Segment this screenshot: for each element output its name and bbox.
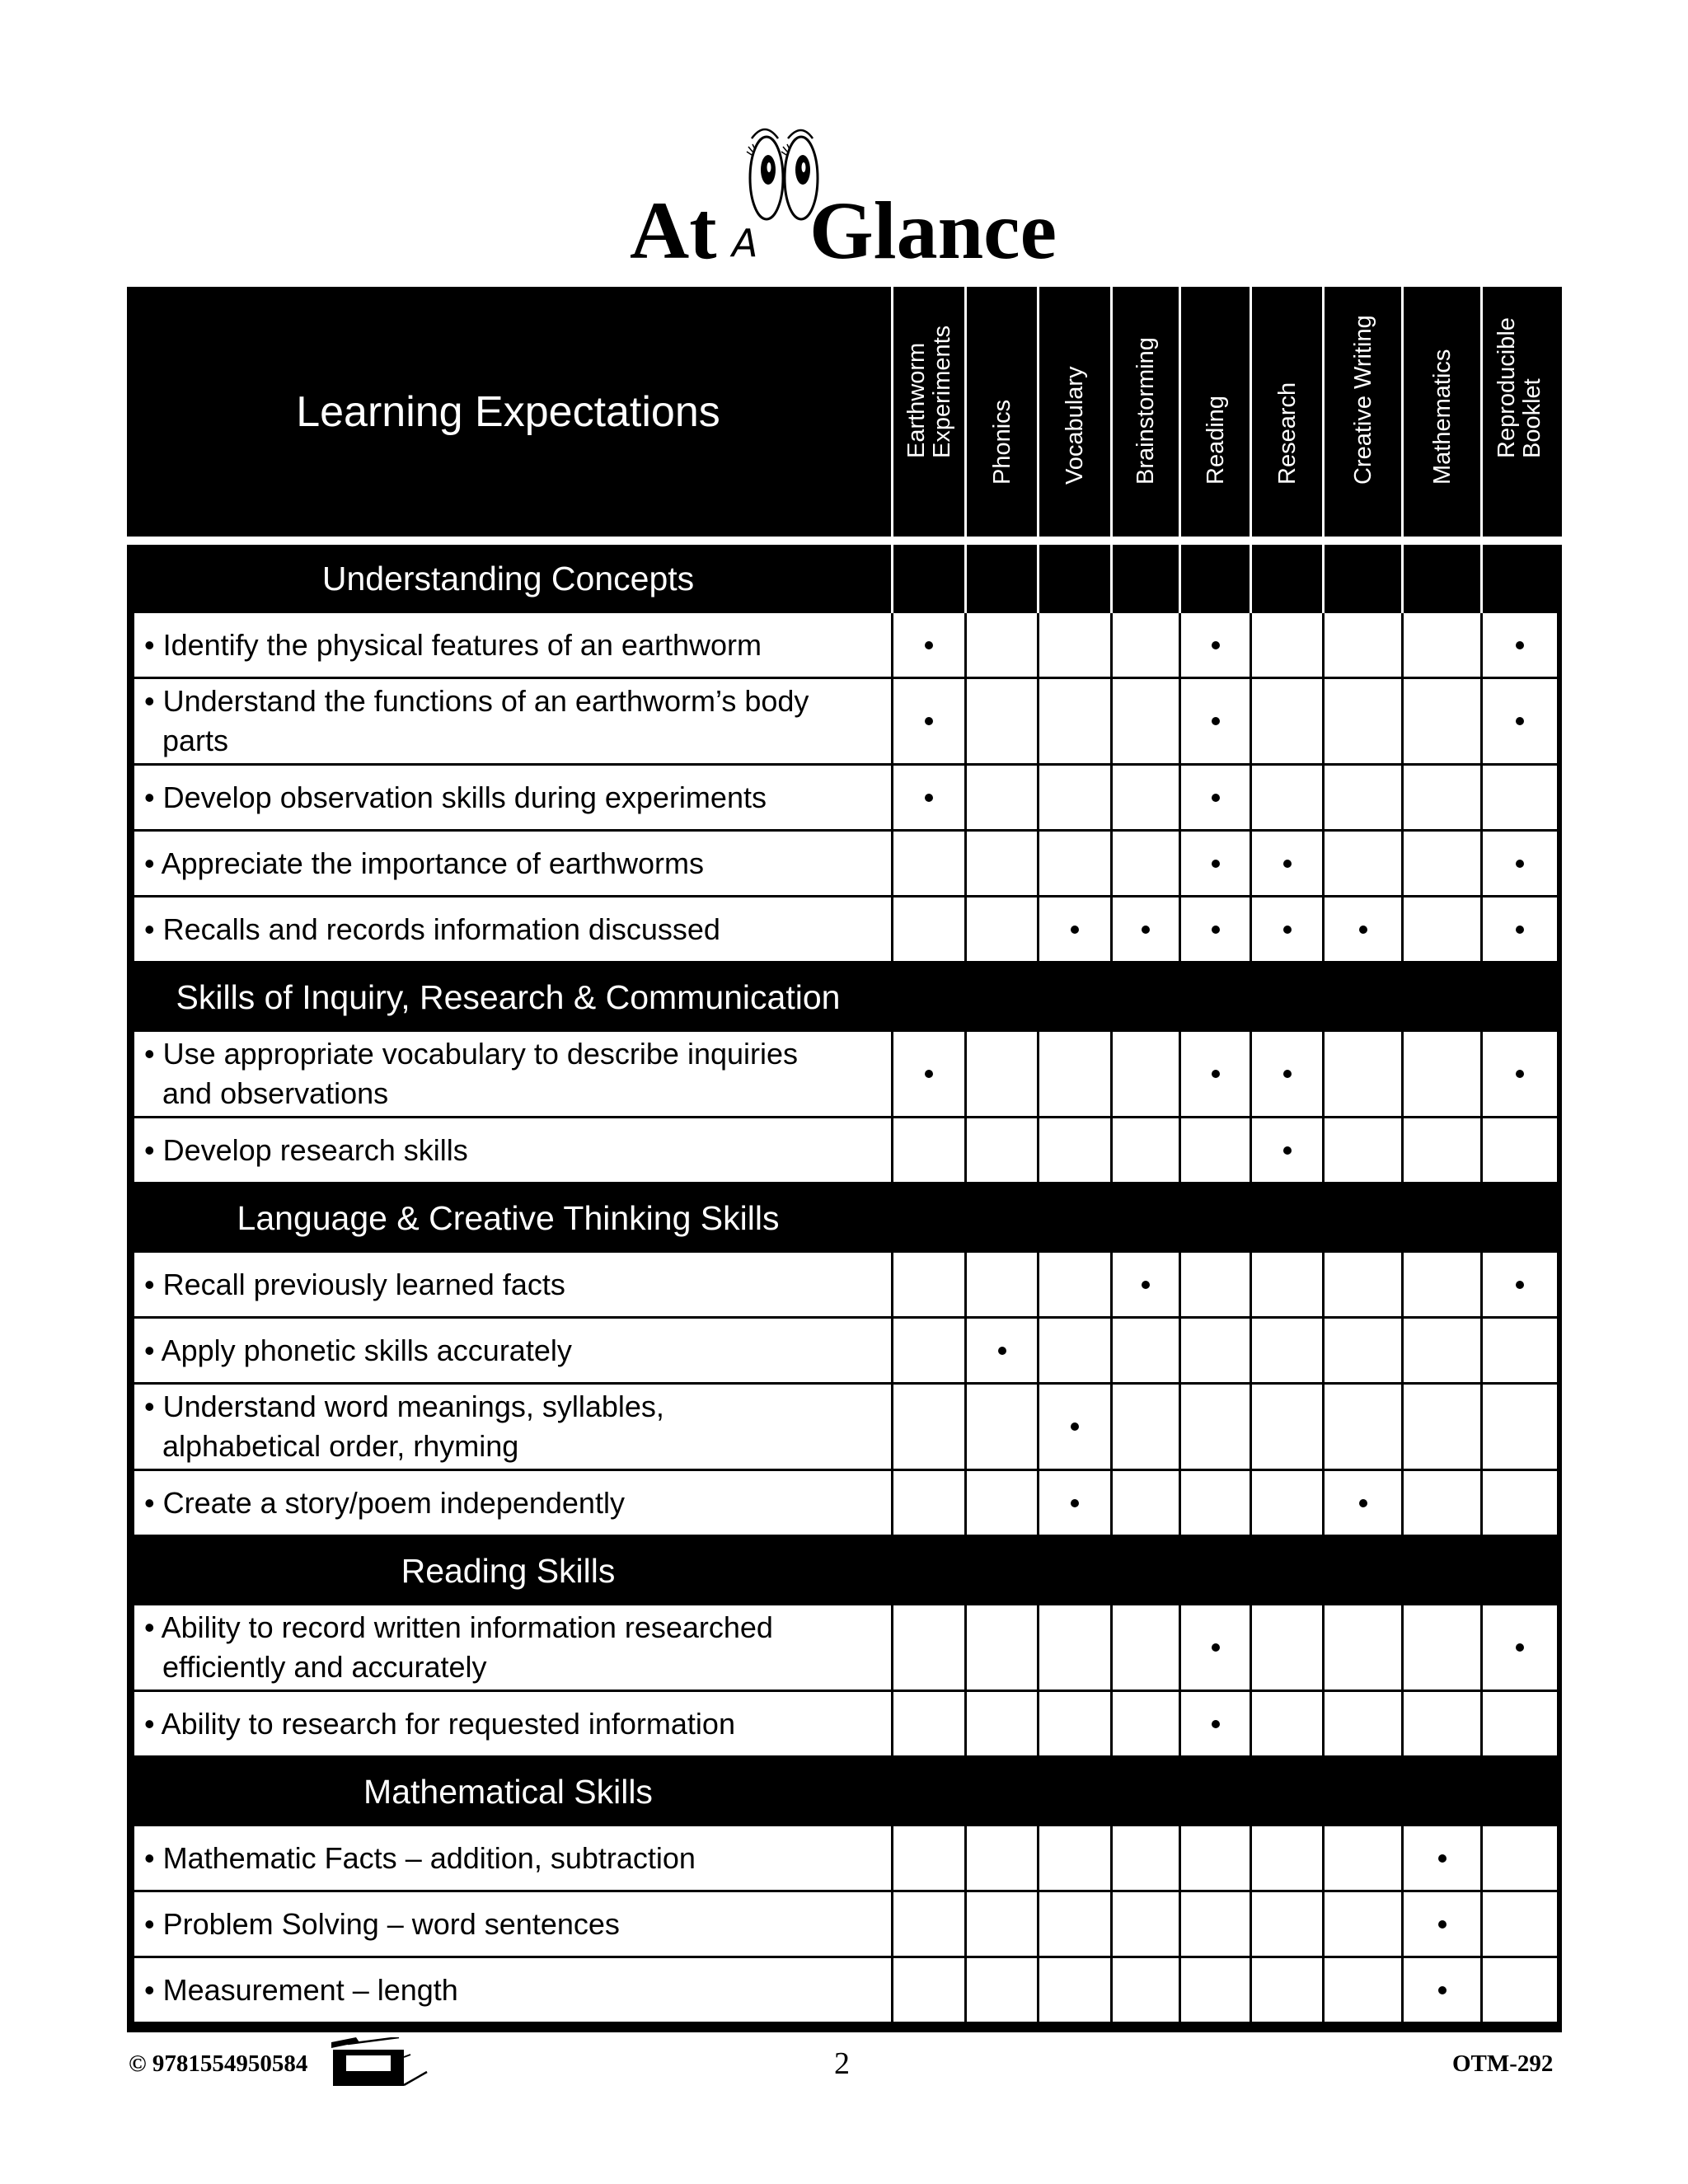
expectation-text: • Recalls and records information discussed (144, 912, 720, 946)
check-cell (1037, 1319, 1110, 1382)
check-cell (1250, 832, 1322, 895)
check-cell (1110, 613, 1179, 677)
check-cell (1401, 613, 1480, 677)
check-cell (1110, 679, 1179, 763)
section-header (127, 1758, 1562, 1826)
bullet-mark-icon (1071, 1499, 1079, 1507)
check-cell (1250, 1118, 1322, 1182)
check-cell (1250, 613, 1322, 677)
check-cell (1480, 1385, 1556, 1469)
check-cell (1179, 1471, 1250, 1535)
check-cell (1322, 1958, 1401, 2022)
check-cell (1179, 1253, 1250, 1316)
page-number: 2 (834, 2046, 850, 2081)
check-cell (1480, 1253, 1556, 1316)
check-cell (1401, 679, 1480, 763)
check-cell (1401, 1118, 1480, 1182)
table-row (134, 1826, 1557, 1892)
table-row (134, 1471, 1557, 1537)
check-cell (964, 613, 1037, 677)
check-cell (1401, 1253, 1480, 1316)
check-cell (1401, 898, 1480, 961)
bullet-mark-icon (1516, 1281, 1524, 1289)
expectation-text: • Develop observation skills during experiments (144, 780, 767, 814)
column-header (1401, 287, 1481, 537)
product-code: OTM-292 (1452, 2050, 1554, 2077)
section-title: Language & Creative Thinking Skills (237, 1199, 780, 1237)
check-cell (1480, 898, 1556, 961)
check-cell (1037, 1605, 1110, 1690)
check-cell (1037, 1892, 1110, 1956)
check-cell (1322, 1032, 1401, 1116)
section-column-divider (1037, 545, 1110, 613)
section-column-divider (1250, 545, 1322, 613)
column-header-label (1062, 366, 1088, 485)
section-column-divider (1480, 545, 1556, 613)
bullet-mark-icon (1283, 1070, 1292, 1078)
expectation-text: • Understand the functions of an earthworm’s body parts (144, 684, 809, 757)
check-cell (1480, 1958, 1556, 2022)
table-row (134, 1032, 1557, 1118)
check-cell (1037, 679, 1110, 763)
check-cell (1250, 1892, 1322, 1956)
check-cell (891, 1032, 964, 1116)
check-cell (1110, 1892, 1179, 1956)
section-column-divider (1179, 545, 1250, 613)
check-cell (1480, 1032, 1556, 1116)
bullet-mark-icon (1212, 1720, 1220, 1728)
check-cell (1037, 832, 1110, 895)
title-glance: Glance (809, 185, 1057, 276)
table-row (134, 1958, 1557, 2024)
check-cell (1401, 832, 1480, 895)
check-cell (1037, 1032, 1110, 1116)
check-cell (1322, 898, 1401, 961)
check-cell (1401, 1032, 1480, 1116)
table-row (134, 1605, 1557, 1692)
check-cell (1179, 1319, 1250, 1382)
section-title: Reading Skills (401, 1552, 616, 1590)
check-cell (1322, 679, 1401, 763)
check-cell (1037, 1253, 1110, 1316)
bullet-mark-icon (1212, 926, 1220, 934)
bullet-mark-icon (1516, 1070, 1524, 1078)
expectation-text: • Problem Solving – word sentences (144, 1906, 620, 1941)
column-header (1037, 287, 1111, 537)
check-cell (1401, 766, 1480, 829)
check-cell (1322, 1319, 1401, 1382)
page-title (626, 115, 1063, 276)
column-header (1322, 287, 1402, 537)
column-label-line: Creative Writing (1349, 314, 1376, 485)
expectation-label (144, 1892, 886, 1956)
table-row (134, 1385, 1557, 1471)
expectation-label (144, 832, 886, 895)
table-row (134, 832, 1557, 898)
check-cell (1110, 1032, 1179, 1116)
check-cell (1250, 766, 1322, 829)
check-cell (1250, 1471, 1322, 1535)
check-cell (1179, 613, 1250, 677)
bullet-mark-icon (1212, 641, 1220, 649)
bullet-mark-icon (1438, 1920, 1447, 1929)
check-cell (1110, 1253, 1179, 1316)
check-cell (1250, 1385, 1322, 1469)
bullet-mark-icon (1359, 1499, 1367, 1507)
expectation-label (144, 1471, 886, 1535)
bullet-mark-icon (1516, 860, 1524, 868)
bullet-mark-icon (1071, 926, 1079, 934)
column-label-line: Booklet (1519, 378, 1546, 459)
check-cell (1401, 1958, 1480, 2022)
check-cell (891, 1892, 964, 1956)
check-cell (891, 1118, 964, 1182)
check-cell (891, 1253, 964, 1316)
check-cell (1250, 1032, 1322, 1116)
check-cell (1110, 1605, 1179, 1690)
check-cell (1480, 679, 1556, 763)
check-cell (1110, 1385, 1179, 1469)
check-cell (1250, 1605, 1322, 1690)
table-row (134, 613, 1557, 679)
table-row (134, 1892, 1557, 1958)
section-column-divider (1322, 545, 1401, 613)
expectation-label (144, 679, 886, 763)
expectation-label (144, 1605, 886, 1690)
column-header (891, 287, 965, 537)
check-cell (891, 898, 964, 961)
section-column-divider (1110, 545, 1179, 613)
check-cell (1322, 1826, 1401, 1890)
column-label-line: Reading (1202, 395, 1229, 485)
check-cell (964, 1319, 1037, 1382)
bullet-mark-icon (1516, 641, 1524, 649)
check-cell (1322, 1385, 1401, 1469)
expectation-label (144, 1826, 886, 1890)
expectation-text: • Recall previously learned facts (144, 1267, 565, 1301)
column-label-line: Research (1273, 382, 1301, 485)
expectation-label (144, 1958, 886, 2022)
bullet-mark-icon (1071, 1422, 1079, 1431)
photocopier-icon (331, 2037, 429, 2087)
bullet-mark-icon (1142, 1281, 1150, 1289)
expectation-text: • Apply phonetic skills accurately (144, 1333, 572, 1367)
check-cell (1037, 1826, 1110, 1890)
check-cell (1110, 1319, 1179, 1382)
check-cell (1322, 1253, 1401, 1316)
check-cell (1480, 1692, 1556, 1755)
table-row (134, 898, 1557, 963)
check-cell (1110, 1826, 1179, 1890)
check-cell (1250, 1826, 1322, 1890)
check-cell (964, 898, 1037, 961)
column-header-label (1351, 315, 1376, 485)
check-cell (1401, 1385, 1480, 1469)
expectation-label (144, 1692, 886, 1755)
check-cell (964, 832, 1037, 895)
expectation-text: • Appreciate the importance of earthworms (144, 846, 704, 880)
expectation-label (144, 898, 886, 961)
check-cell (1037, 766, 1110, 829)
expectation-text: • Ability to record written information researched efficiently and accurately (144, 1610, 773, 1684)
check-cell (964, 679, 1037, 763)
check-cell (1179, 1032, 1250, 1116)
check-cell (1250, 1253, 1322, 1316)
check-cell (1110, 1692, 1179, 1755)
check-cell (1037, 1385, 1110, 1469)
column-header-label (1203, 396, 1229, 485)
check-cell (1179, 766, 1250, 829)
title-at: At (630, 185, 717, 276)
check-cell (1322, 1471, 1401, 1535)
check-cell (1110, 766, 1179, 829)
expectation-label (144, 1319, 886, 1382)
check-cell (1037, 1958, 1110, 2022)
column-header (1179, 287, 1250, 537)
check-cell (964, 1471, 1037, 1535)
expectation-label (144, 1118, 886, 1182)
header-divider (127, 537, 1562, 545)
section-title: Skills of Inquiry, Research & Communication (176, 978, 841, 1016)
table-row (134, 1319, 1557, 1385)
column-label-line: Earthworm (903, 343, 930, 459)
check-cell (1322, 1118, 1401, 1182)
column-header-label (904, 326, 956, 458)
bullet-mark-icon (925, 641, 933, 649)
check-cell (964, 1253, 1037, 1316)
check-cell (1179, 1826, 1250, 1890)
check-cell (1401, 1605, 1480, 1690)
learning-expectations-table (127, 287, 1562, 2032)
check-cell (891, 1385, 964, 1469)
expectation-label (144, 613, 886, 677)
bullet-mark-icon (1212, 717, 1220, 725)
check-cell (1401, 1892, 1480, 1956)
check-cell (964, 1692, 1037, 1755)
bullet-mark-icon (925, 717, 933, 725)
expectation-text: • Mathematic Facts – addition, subtraction (144, 1840, 696, 1875)
column-header (1480, 287, 1557, 537)
column-label-line: Brainstorming (1132, 336, 1159, 485)
check-cell (891, 1826, 964, 1890)
bullet-mark-icon (1516, 926, 1524, 934)
section-title: Understanding Concepts (321, 560, 695, 598)
expectation-text: • Ability to research for requested information (144, 1706, 735, 1741)
check-cell (964, 1892, 1037, 1956)
check-cell (891, 1471, 964, 1535)
column-header-label (1430, 349, 1456, 484)
expectation-label (144, 1253, 886, 1316)
expectation-text: • Develop research skills (144, 1132, 468, 1167)
check-cell (1250, 1692, 1322, 1755)
expectation-text: • Create a story/poem independently (144, 1485, 625, 1520)
bullet-mark-icon (925, 794, 933, 802)
table-row (134, 1692, 1557, 1758)
check-cell (1322, 832, 1401, 895)
check-cell (891, 1319, 964, 1382)
table-row (134, 1118, 1557, 1184)
check-cell (1480, 1892, 1556, 1956)
table-row (134, 679, 1557, 766)
bullet-mark-icon (1212, 794, 1220, 802)
check-cell (1322, 613, 1401, 677)
section-header (127, 545, 1562, 613)
check-cell (1401, 1826, 1480, 1890)
check-cell (1037, 613, 1110, 677)
check-cell (1179, 1692, 1250, 1755)
column-label-line: Mathematics (1428, 349, 1456, 485)
check-cell (1110, 1118, 1179, 1182)
check-cell (891, 832, 964, 895)
check-cell (1401, 1319, 1480, 1382)
check-cell (891, 766, 964, 829)
bullet-mark-icon (1516, 717, 1524, 725)
check-cell (1179, 1385, 1250, 1469)
section-column-divider (964, 545, 1037, 613)
column-header (1250, 287, 1323, 537)
check-cell (1480, 1471, 1556, 1535)
check-cell (1110, 1471, 1179, 1535)
bullet-mark-icon (1438, 1986, 1447, 1994)
check-cell (1037, 898, 1110, 961)
check-cell (1322, 1692, 1401, 1755)
column-header-label (1275, 382, 1301, 485)
check-cell (891, 1692, 964, 1755)
check-cell (1110, 1958, 1179, 2022)
check-cell (1401, 1692, 1480, 1755)
bullet-mark-icon (1516, 1643, 1524, 1652)
column-label-line: Reproducible (1493, 317, 1520, 459)
check-cell (1037, 1471, 1110, 1535)
table-row (134, 766, 1557, 832)
check-cell (1322, 1892, 1401, 1956)
section-header (127, 963, 1562, 1032)
column-header (1110, 287, 1179, 537)
check-cell (1037, 1118, 1110, 1182)
check-cell (1179, 1605, 1250, 1690)
check-cell (1480, 1605, 1556, 1690)
bullet-mark-icon (1212, 1070, 1220, 1078)
bullet-mark-icon (1438, 1854, 1447, 1863)
check-cell (891, 1605, 964, 1690)
bullet-mark-icon (925, 1070, 933, 1078)
expectation-label (144, 1032, 886, 1116)
bullet-mark-icon (1212, 1643, 1220, 1652)
expectation-text: • Measurement – length (144, 1972, 458, 2007)
check-cell (964, 1118, 1037, 1182)
bullet-mark-icon (1283, 1146, 1292, 1155)
bullet-mark-icon (1142, 926, 1150, 934)
check-cell (1480, 1319, 1556, 1382)
section-column-divider (891, 545, 964, 613)
footer-copyright: © 9781554950584 (129, 2050, 308, 2077)
bullet-mark-icon (998, 1347, 1006, 1355)
expectation-label (144, 766, 886, 829)
column-label-line: Phonics (988, 399, 1015, 485)
check-cell (1110, 898, 1179, 961)
section-header (127, 1537, 1562, 1605)
check-cell (1179, 898, 1250, 961)
check-cell (1179, 1892, 1250, 1956)
check-cell (964, 1385, 1037, 1469)
check-cell (1480, 832, 1556, 895)
check-cell (1480, 613, 1556, 677)
expectation-text: • Understand word meanings, syllables, alphabetical order, rhyming (144, 1390, 664, 1463)
check-cell (1480, 1826, 1556, 1890)
title-small-a: A (732, 221, 758, 265)
check-cell (891, 679, 964, 763)
check-cell (964, 1826, 1037, 1890)
check-cell (1250, 679, 1322, 763)
check-cell (1037, 1692, 1110, 1755)
bullet-mark-icon (1212, 860, 1220, 868)
table-row (134, 1253, 1557, 1319)
check-cell (1179, 679, 1250, 763)
check-cell (1179, 1958, 1250, 2022)
expectation-text: • Use appropriate vocabulary to describe inquiries and observations (144, 1037, 799, 1110)
bullet-mark-icon (1359, 926, 1367, 934)
check-cell (964, 1032, 1037, 1116)
check-cell (891, 613, 964, 677)
check-cell (1480, 1118, 1556, 1182)
check-cell (1179, 832, 1250, 895)
check-cell (891, 1958, 964, 2022)
check-cell (1179, 1118, 1250, 1182)
check-cell (1250, 898, 1322, 961)
check-cell (1250, 1319, 1322, 1382)
expectation-text: • Identify the physical features of an earthworm (144, 627, 762, 662)
column-header-label (1133, 337, 1159, 485)
check-cell (964, 1605, 1037, 1690)
column-header-label (1494, 317, 1546, 458)
check-cell (1322, 766, 1401, 829)
section-header (127, 1184, 1562, 1253)
column-header-label (990, 400, 1015, 485)
section-column-divider (1401, 545, 1480, 613)
check-cell (964, 1958, 1037, 2022)
check-cell (1250, 1958, 1322, 2022)
section-title: Mathematical Skills (363, 1773, 653, 1811)
check-cell (1322, 1605, 1401, 1690)
check-cell (1480, 766, 1556, 829)
expectation-label (144, 1385, 886, 1469)
check-cell (964, 766, 1037, 829)
column-label-line: Experiments (928, 326, 955, 459)
column-header (964, 287, 1038, 537)
table-header-label: Learning Expectations (296, 387, 720, 436)
bullet-mark-icon (1283, 926, 1292, 934)
column-label-line: Vocabulary (1062, 366, 1088, 485)
check-cell (1110, 832, 1179, 895)
check-cell (1401, 1471, 1480, 1535)
bullet-mark-icon (1283, 860, 1292, 868)
